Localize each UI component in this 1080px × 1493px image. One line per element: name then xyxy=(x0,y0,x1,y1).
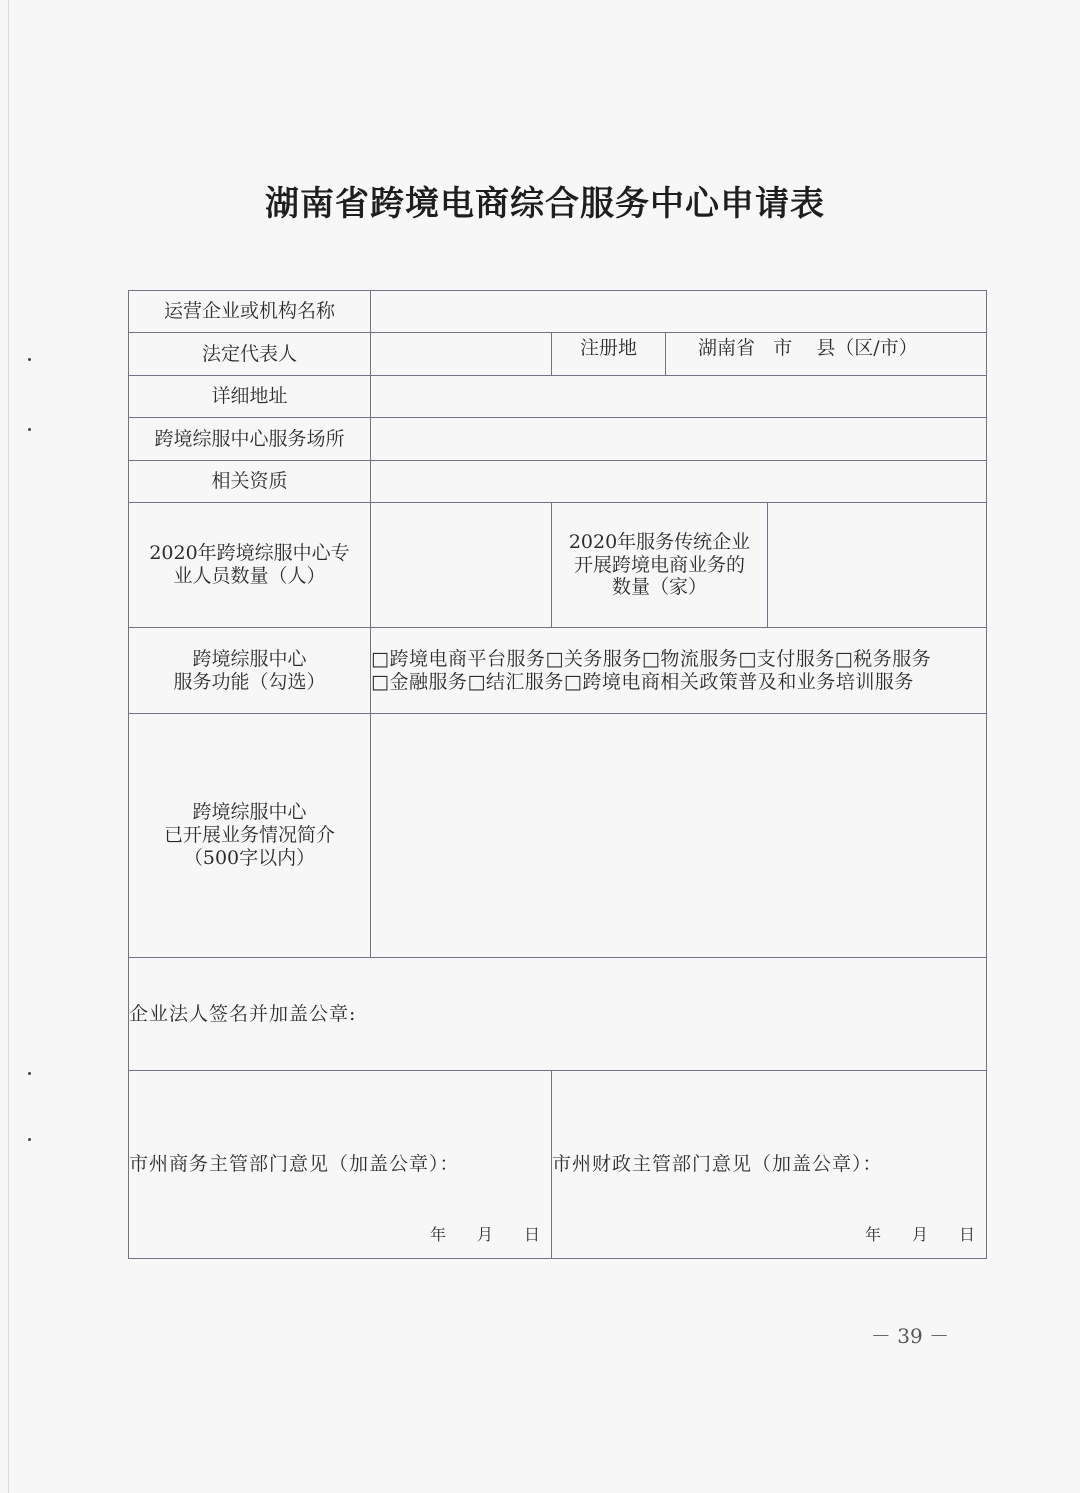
enterprises-field[interactable] xyxy=(768,503,987,628)
finance-opinion-field[interactable] xyxy=(552,1071,987,1259)
row-legal-rep xyxy=(129,333,987,376)
enterprises-label-line1: 2020年服务传统企业 xyxy=(568,530,751,553)
finance-opinion-label: 市州财政主管部门意见（加盖公章）： xyxy=(552,1153,883,1176)
intro-label-line3: （500字以内） xyxy=(183,846,316,869)
intro-label xyxy=(129,714,371,958)
intro-label-line1: 跨境综服中心 xyxy=(192,801,307,824)
functions-label-line2: 服务功能（勾选） xyxy=(173,670,326,693)
functions-label xyxy=(129,628,371,714)
legal-rep-field[interactable] xyxy=(371,333,552,376)
signature-field[interactable] xyxy=(129,958,987,1071)
signature-label-text: 企业法人签名并加盖公章: xyxy=(129,1002,357,1025)
service-place-label: 跨境综服中心服务场所 xyxy=(129,418,371,461)
row-intro xyxy=(129,714,987,958)
commerce-date-month: 月 xyxy=(476,1224,494,1244)
margin-mark xyxy=(28,428,31,431)
functions-line2[interactable]: □金融服务□结汇服务□跨境电商相关政策普及和业务培训服务 xyxy=(371,670,914,693)
functions-line1[interactable]: □跨境电商平台服务□关务服务□物流服务□支付服务□税务服务 xyxy=(371,647,932,670)
row-signature xyxy=(129,958,987,1071)
staff-count-field[interactable] xyxy=(371,503,552,628)
company-name-field[interactable] xyxy=(371,291,987,333)
enterprises-label xyxy=(552,503,768,628)
row-company-name xyxy=(129,291,987,333)
enterprises-label-line3: 数量（家） xyxy=(611,576,707,599)
enterprises-label-line2: 开展跨境电商业务的 xyxy=(573,553,745,576)
finance-date-month: 月 xyxy=(911,1224,929,1244)
commerce-date-year: 年 xyxy=(429,1224,447,1244)
finance-date-year: 年 xyxy=(864,1224,882,1244)
margin-mark xyxy=(28,1138,31,1141)
finance-date-day: 日 xyxy=(959,1224,977,1244)
margin-mark xyxy=(28,358,31,361)
row-service-place xyxy=(129,418,987,461)
row-functions xyxy=(129,628,987,714)
legal-rep-label: 法定代表人 xyxy=(129,333,371,376)
commerce-opinion-label: 市州商务主管部门意见（加盖公章）： xyxy=(129,1153,460,1176)
qualification-label: 相关资质 xyxy=(129,461,371,503)
reg-place-value[interactable]: 湖南省 市 县（区/市） xyxy=(698,337,918,359)
commerce-date-day: 日 xyxy=(523,1224,541,1244)
reg-place-label: 注册地 xyxy=(552,333,666,375)
company-name-label: 运营企业或机构名称 xyxy=(129,291,371,333)
margin-mark xyxy=(28,1072,31,1075)
intro-label-line2: 已开展业务情况简介 xyxy=(163,824,335,847)
row-opinions xyxy=(129,1071,987,1259)
row-qualification xyxy=(129,461,987,503)
intro-field[interactable] xyxy=(371,714,987,958)
staff-count-label-line1: 2020年跨境综服中心专 xyxy=(149,542,350,565)
row-address xyxy=(129,376,987,418)
form-title: 湖南省跨境电商综合服务中心申请表 xyxy=(265,184,825,224)
commerce-opinion-field[interactable] xyxy=(129,1071,552,1259)
application-form xyxy=(128,290,987,1259)
address-field[interactable] xyxy=(371,376,987,418)
staff-count-label-line2: 业人员数量（人） xyxy=(173,565,326,587)
functions-checklist[interactable] xyxy=(371,628,987,714)
finance-date xyxy=(835,1225,976,1244)
reg-place-cell xyxy=(552,333,987,376)
functions-label-line1: 跨境综服中心 xyxy=(192,647,307,670)
address-label: 详细地址 xyxy=(129,376,371,418)
page-number: － 39 － xyxy=(870,1324,950,1348)
staff-count-label xyxy=(129,503,371,628)
service-place-field[interactable] xyxy=(371,418,987,461)
qualification-field[interactable] xyxy=(371,461,987,503)
commerce-date xyxy=(400,1225,541,1244)
row-counts xyxy=(129,503,987,628)
